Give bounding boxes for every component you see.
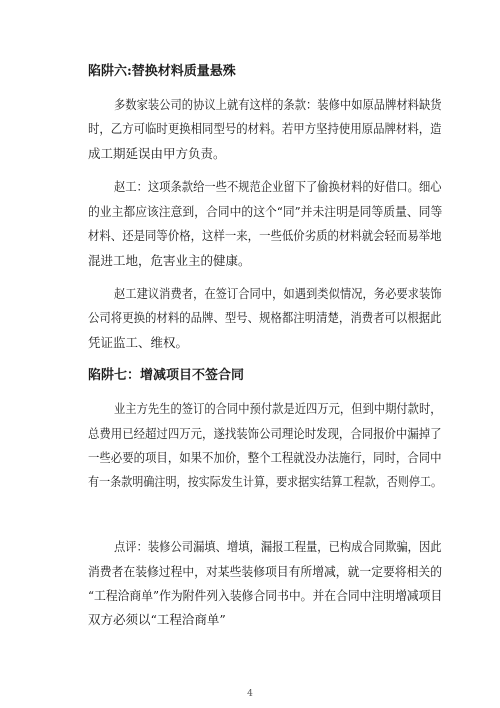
paragraph-line: 总费用已经超过四万元，遂找装饰公司理论时发现，合同报价中漏掉了 — [88, 426, 442, 441]
section7-heading: 陷阱七：增减项目不签合同 — [88, 368, 245, 383]
paragraph-line: 赵工：这项条款给一些不规范企业留下了偷换材料的好借口。细心 — [114, 179, 442, 194]
paragraph-line: 有一条款明确注明，按实际发生计算，要求据实结算工程款，否则停工。 — [88, 474, 443, 489]
paragraph-line: 成工期延误由甲方负责。 — [88, 146, 226, 161]
paragraph-line: 混进工地，危害业主的健康。 — [88, 253, 251, 268]
paragraph-line: 一些必要的项目，如果不加价，整个工程就没办法施行，同时，合同中 — [88, 450, 442, 465]
paragraph-line: 凭证监工、维权。 — [88, 335, 189, 350]
paragraph-line: 时，乙方可临时更换相同型号的材料。若甲方坚持使用原品牌材料，造 — [88, 121, 442, 136]
paragraph-line: “工程洽商单”作为附件列入装修合同书中。并在合同中注明增减项目 — [88, 588, 443, 603]
paragraph-line: 点评：装修公司漏填、增填，漏报工程量，已构成合同欺骗，因此 — [114, 539, 442, 554]
page-number: 4 — [247, 689, 253, 699]
paragraph-line: 赵工建议消费者，在签订合同中，如遇到类似情况，务必要求装饰 — [114, 286, 442, 301]
paragraph-line: 多数家装公司的协议上就有这样的条款：装修中如原品牌材料缺货 — [114, 97, 442, 112]
paragraph-line: 材料、还是同等价格，这样一来，一些低价劣质的材料就会轻而易举地 — [88, 228, 442, 243]
paragraph-line: 公司将更换的材料的品牌、型号、规格都注明清楚，消费者可以根据此 — [88, 310, 442, 325]
paragraph-line: 双方必须以“工程洽商单” — [88, 612, 226, 627]
paragraph-line: 的业主都应该注意到，合同中的这个“同”并未注明是同等质量、同等 — [88, 204, 443, 219]
section6-heading: 陷阱六:替换材料质量悬殊 — [88, 64, 236, 79]
paragraph-line: 业主方先生的签订的合同中预付款是近四万元，但到中期付款时， — [114, 401, 442, 416]
paragraph-line: 消费者在装修过程中，对某些装修项目有所增减，就一定要将相关的 — [88, 564, 443, 579]
